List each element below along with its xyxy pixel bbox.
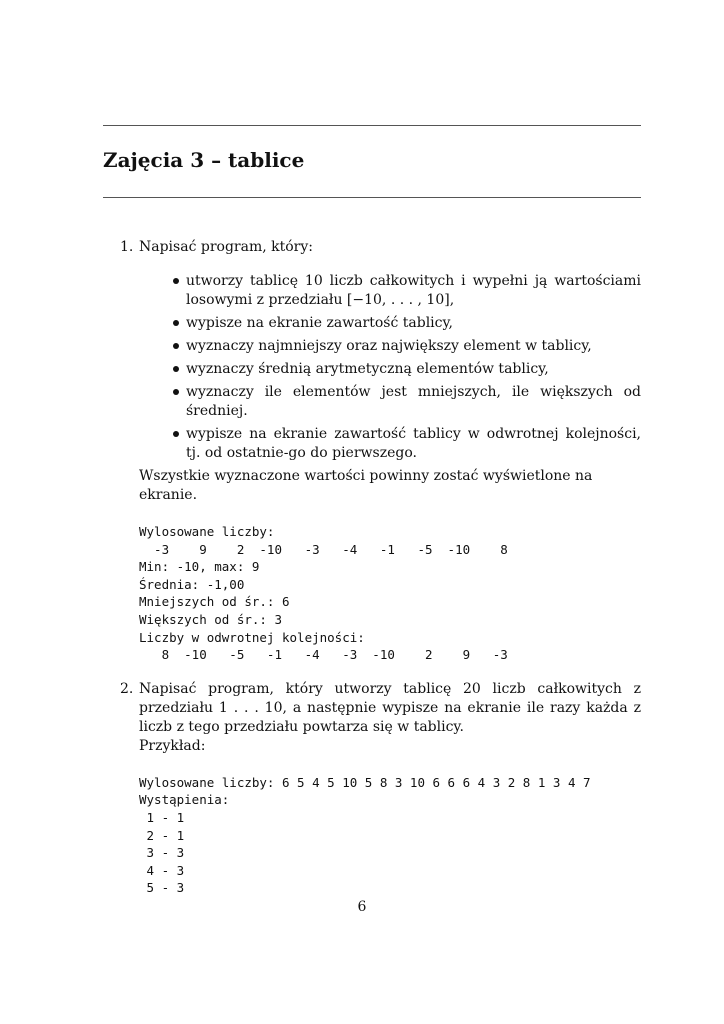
task-number: 2. [120,680,134,697]
list-item-text: wyznaczy średnią arytmetyczną elementów tablicy, [186,361,549,377]
task-note: Wszystkie wyznaczone wartości powinny zostać wyświetlone na ekranie. [139,468,593,503]
bullet-icon [173,278,179,284]
example-label: Przykład: [139,737,206,754]
task-number: 1. [120,239,134,255]
task-intro: Napisać program, który: [139,239,313,255]
list-item-text: wyznaczy najmniejszy oraz największy element w tablicy, [186,338,592,354]
top-rule [103,125,641,126]
list-item [170,337,641,356]
task-description: Napisać program, który utworzy tablicę 20 liczb całkowitych z przedziału 1 . . . 10, a następnie wypisze na ekranie ile razy każda z liczb z tego przedziału powtarza się w tablicy. [139,680,641,735]
bullet-icon [173,431,179,437]
bullet-icon [173,366,179,372]
list-item [170,272,641,310]
task-2 [103,680,641,897]
list-item-text: wyznaczy ile elementów jest mniejszych, ile większych od średniej. [186,384,641,419]
bullet-icon [173,389,179,395]
list-item-text: utworzy tablicę 10 liczb całkowitych i wypełni ją wartościami losowymi z przedziału [−10, . . . , 10], [186,273,641,308]
list-item [170,314,641,333]
page-number: 6 [357,899,367,915]
page-title: Zajęcia 3 – tablice [103,148,305,172]
example-output-code: Wylosowane liczby: 6 5 4 5 10 5 8 3 10 6 6 6 4 3 2 8 1 3 4 7 Wystąpienia: 1 - 1 2 - 1 3 - 3 4 - 3 5 - 3 [139,774,591,896]
list-item [170,425,641,463]
bullet-icon [173,320,179,326]
list-item [170,383,641,421]
task-1 [103,238,641,664]
bullet-icon [173,343,179,349]
list-item [170,360,641,379]
content [103,238,641,897]
title-rule [103,197,641,198]
list-item-text: wypisze na ekranie zawartość tablicy w odwrotnej kolejności, tj. od ostatnie-go do pierwszego. [186,426,641,461]
list-item-text: wypisze na ekranie zawartość tablicy, [186,315,453,331]
requirements-list [139,272,641,463]
sample-output-code: Wylosowane liczby: -3 9 2 -10 -3 -4 -1 -5 -10 8 Min: -10, max: 9 Średnia: -1,00 Mniejszych od śr.: 6 Większych od śr.: 3 Liczby w odwrotnej kolejności: 8 -10 -5 -1 -4 -3 -10 2 9 -3 [139,524,508,663]
